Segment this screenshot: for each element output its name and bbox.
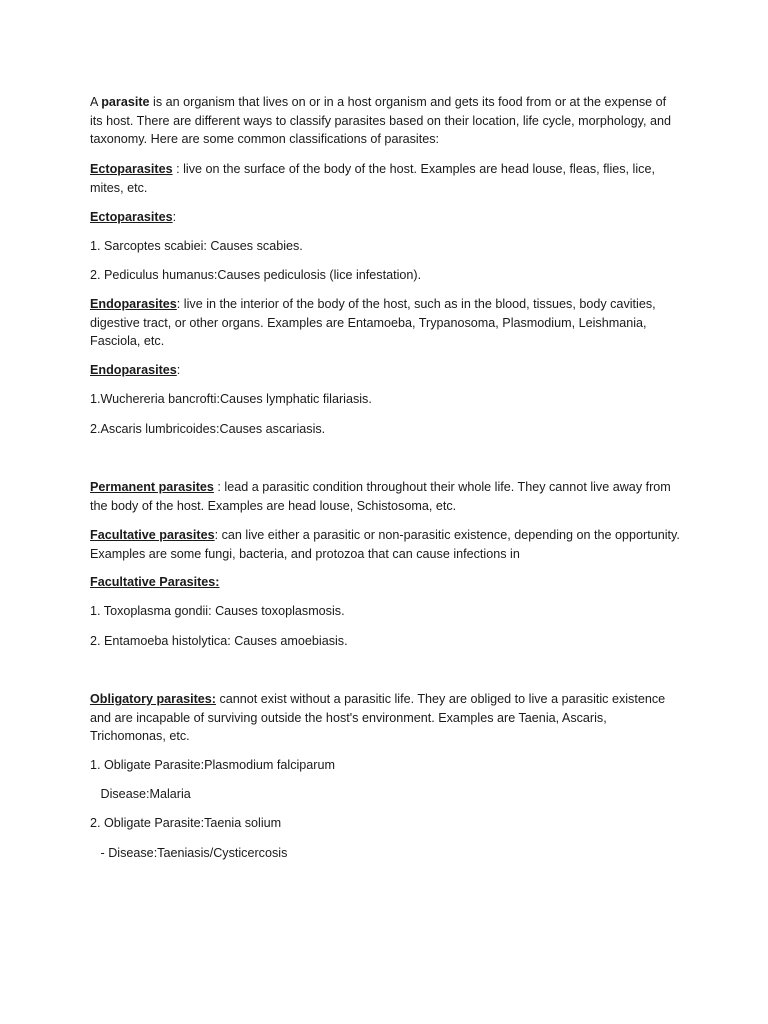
ectoparasites-term: Ectoparasites xyxy=(90,162,173,176)
obligatory-parasites-definition-text: cannot exist without a parasitic life. They are obliged to live a parasitic existence and are incapable of surviving outside the host's environment. Examples are Taenia, Ascaris, Trichomonas, etc. xyxy=(90,692,666,743)
ecto-example-1: 1. Sarcoptes scabiei: Causes scabies. xyxy=(90,239,303,253)
ectoparasites-heading xyxy=(90,208,680,227)
facultative-parasites-heading xyxy=(90,573,680,592)
endoparasites-term: Endoparasites xyxy=(90,297,177,311)
ectoparasites-heading-term: Ectoparasites xyxy=(90,210,173,224)
endoparasites-heading-suffix: : xyxy=(176,363,181,377)
intro-text: is an organism that lives on or in a host organism and gets its food from or at the expense of its host. There are different ways to classify parasites based on their location, life cycle, morphology, and taxonomy. Here are some common classifications of parasites: xyxy=(90,95,672,146)
endoparasites-heading xyxy=(90,361,680,380)
endo-example-1: 1.Wuchereria bancrofti:Causes lymphatic filariasis. xyxy=(90,392,372,406)
facultative-example-2: 2. Entamoeba histolytica: Causes amoebiasis. xyxy=(90,634,348,648)
endoparasites-definition-text: : live in the interior of the body of the host, such as in the blood, tissues, body cavities, digestive tract, or other organs. Examples are Entamoeba, Trypanosoma, Plasmodium, Leishmania, Fasciola, etc. xyxy=(90,297,656,348)
ectoparasites-heading-suffix: : xyxy=(172,210,177,224)
endoparasites-heading-term: Endoparasites xyxy=(90,363,177,377)
facultative-parasites-definition-text: : can live either a parasitic or non-parasitic existence, depending on the opportunity. Examples are some fungi, bacteria, and protozoa that can cause infections in xyxy=(90,528,680,561)
obligatory-example-2: 2. Obligate Parasite:Taenia solium xyxy=(90,816,282,830)
facultative-parasites-heading-term: Facultative Parasites: xyxy=(90,575,220,589)
permanent-parasites-definition-text: : lead a parasitic condition throughout their whole life. They cannot live away from the body of the host. Examples are head louse, Schistosoma, etc. xyxy=(90,480,671,513)
obligatory-example-1-disease: Disease:Malaria xyxy=(90,787,191,801)
endoparasites-definition xyxy=(90,295,680,351)
intro-paragraph xyxy=(90,93,680,149)
permanent-parasites-definition xyxy=(90,478,680,515)
intro-term: parasite xyxy=(101,95,150,109)
obligatory-parasites-term: Obligatory parasites: xyxy=(90,692,216,706)
ectoparasites-definition-text: : live on the surface of the body of the host. Examples are head louse, fleas, flies, lice, mites, etc. xyxy=(90,162,655,195)
endo-example-2: 2.Ascaris lumbricoides:Causes ascariasis. xyxy=(90,422,326,436)
facultative-parasites-definition xyxy=(90,526,680,563)
obligatory-parasites-definition xyxy=(90,690,680,746)
permanent-parasites-term: Permanent parasites xyxy=(90,480,214,494)
obligatory-example-2-disease: - Disease:Taeniasis/Cysticercosis xyxy=(90,846,288,860)
ectoparasites-definition xyxy=(90,160,680,197)
ecto-example-2: 2. Pediculus humanus:Causes pediculosis (lice infestation). xyxy=(90,268,422,282)
facultative-parasites-term: Facultative parasites xyxy=(90,528,215,542)
facultative-example-1: 1. Toxoplasma gondii: Causes toxoplasmosis. xyxy=(90,604,345,618)
intro-prefix: A xyxy=(90,95,102,109)
obligatory-example-1: 1. Obligate Parasite:Plasmodium falciparum xyxy=(90,758,335,772)
